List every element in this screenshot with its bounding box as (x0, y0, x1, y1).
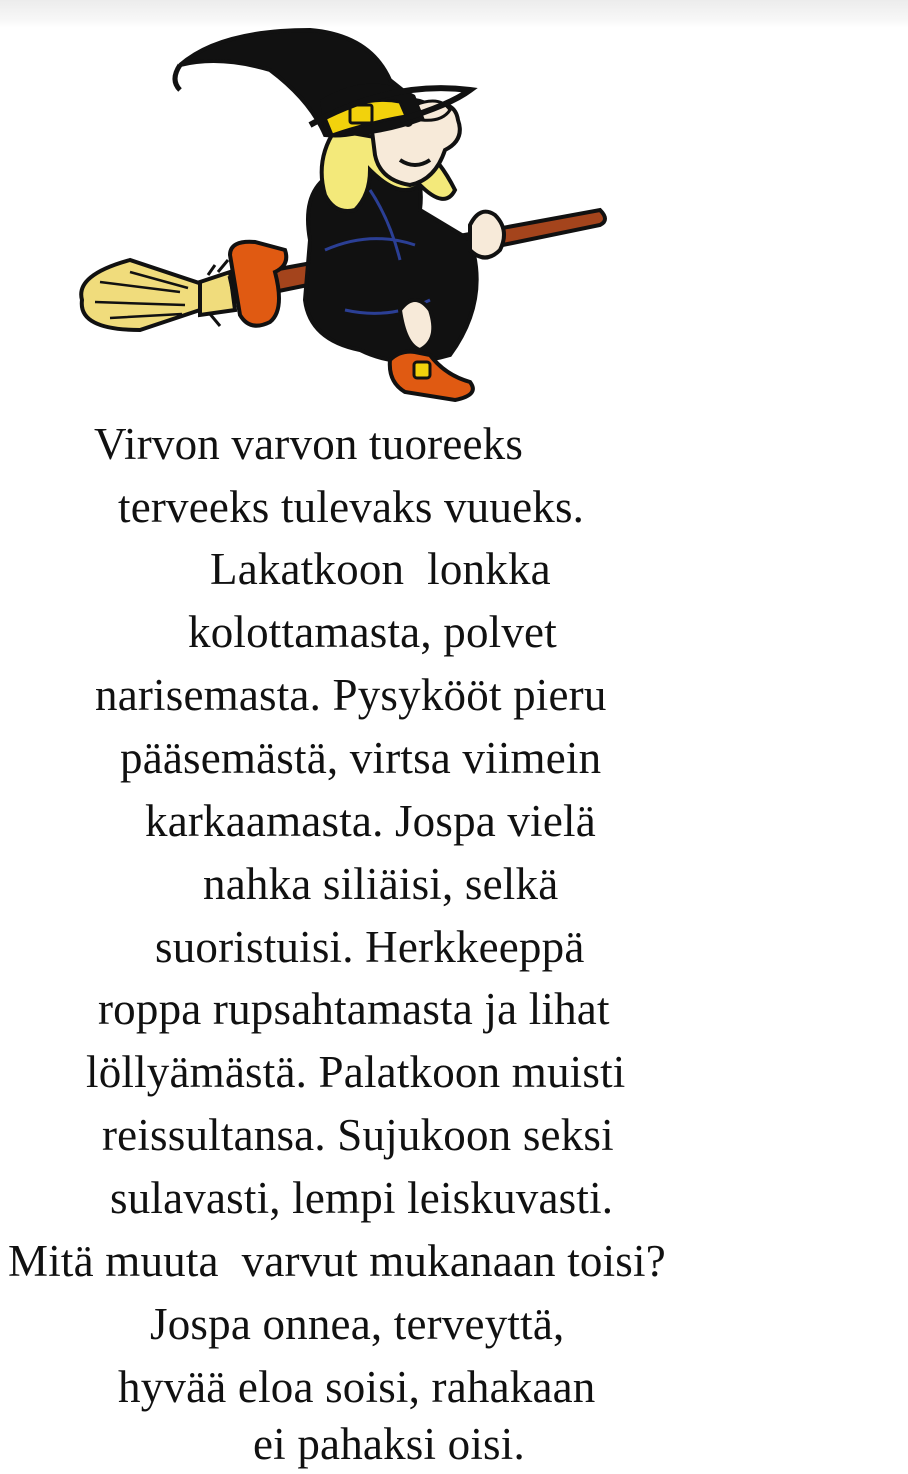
poem-line: Mitä muuta varvut mukanaan toisi? (8, 1236, 666, 1286)
poem-line: löllyämästä. Palatkoon muisti (86, 1047, 626, 1097)
poem-line: Virvon varvon tuoreeks (94, 419, 524, 469)
poem-line: Jospa onnea, terveyttä, (150, 1299, 565, 1349)
poem-line: pääsemästä, virtsa viimein (120, 733, 602, 783)
witch-on-broomstick-icon (70, 10, 630, 410)
poem-line: narisemasta. Pysykööt pieru (95, 670, 607, 720)
poem-line: nahka siliäisi, selkä (203, 859, 559, 909)
poem-line: hyvää eloa soisi, rahakaan (118, 1362, 596, 1412)
broom-bristles (81, 260, 235, 330)
poem-line: Lakatkoon lonkka (210, 544, 551, 594)
poem-line: roppa rupsahtamasta ja lihat (98, 984, 610, 1034)
poem-line: ei pahaksi oisi. (253, 1419, 525, 1469)
poem-line: reissultansa. Sujukoon seksi (102, 1110, 614, 1160)
poem-line: sulavasti, lempi leiskuvasti. (110, 1173, 614, 1223)
poem-line: terveeks tulevaks vuueks. (118, 482, 585, 532)
poem-line: karkaamasta. Jospa vielä (145, 796, 596, 846)
poem-line: suoristuisi. Herkkeeppä (155, 922, 585, 972)
poem-line: kolottamasta, polvet (188, 607, 557, 657)
